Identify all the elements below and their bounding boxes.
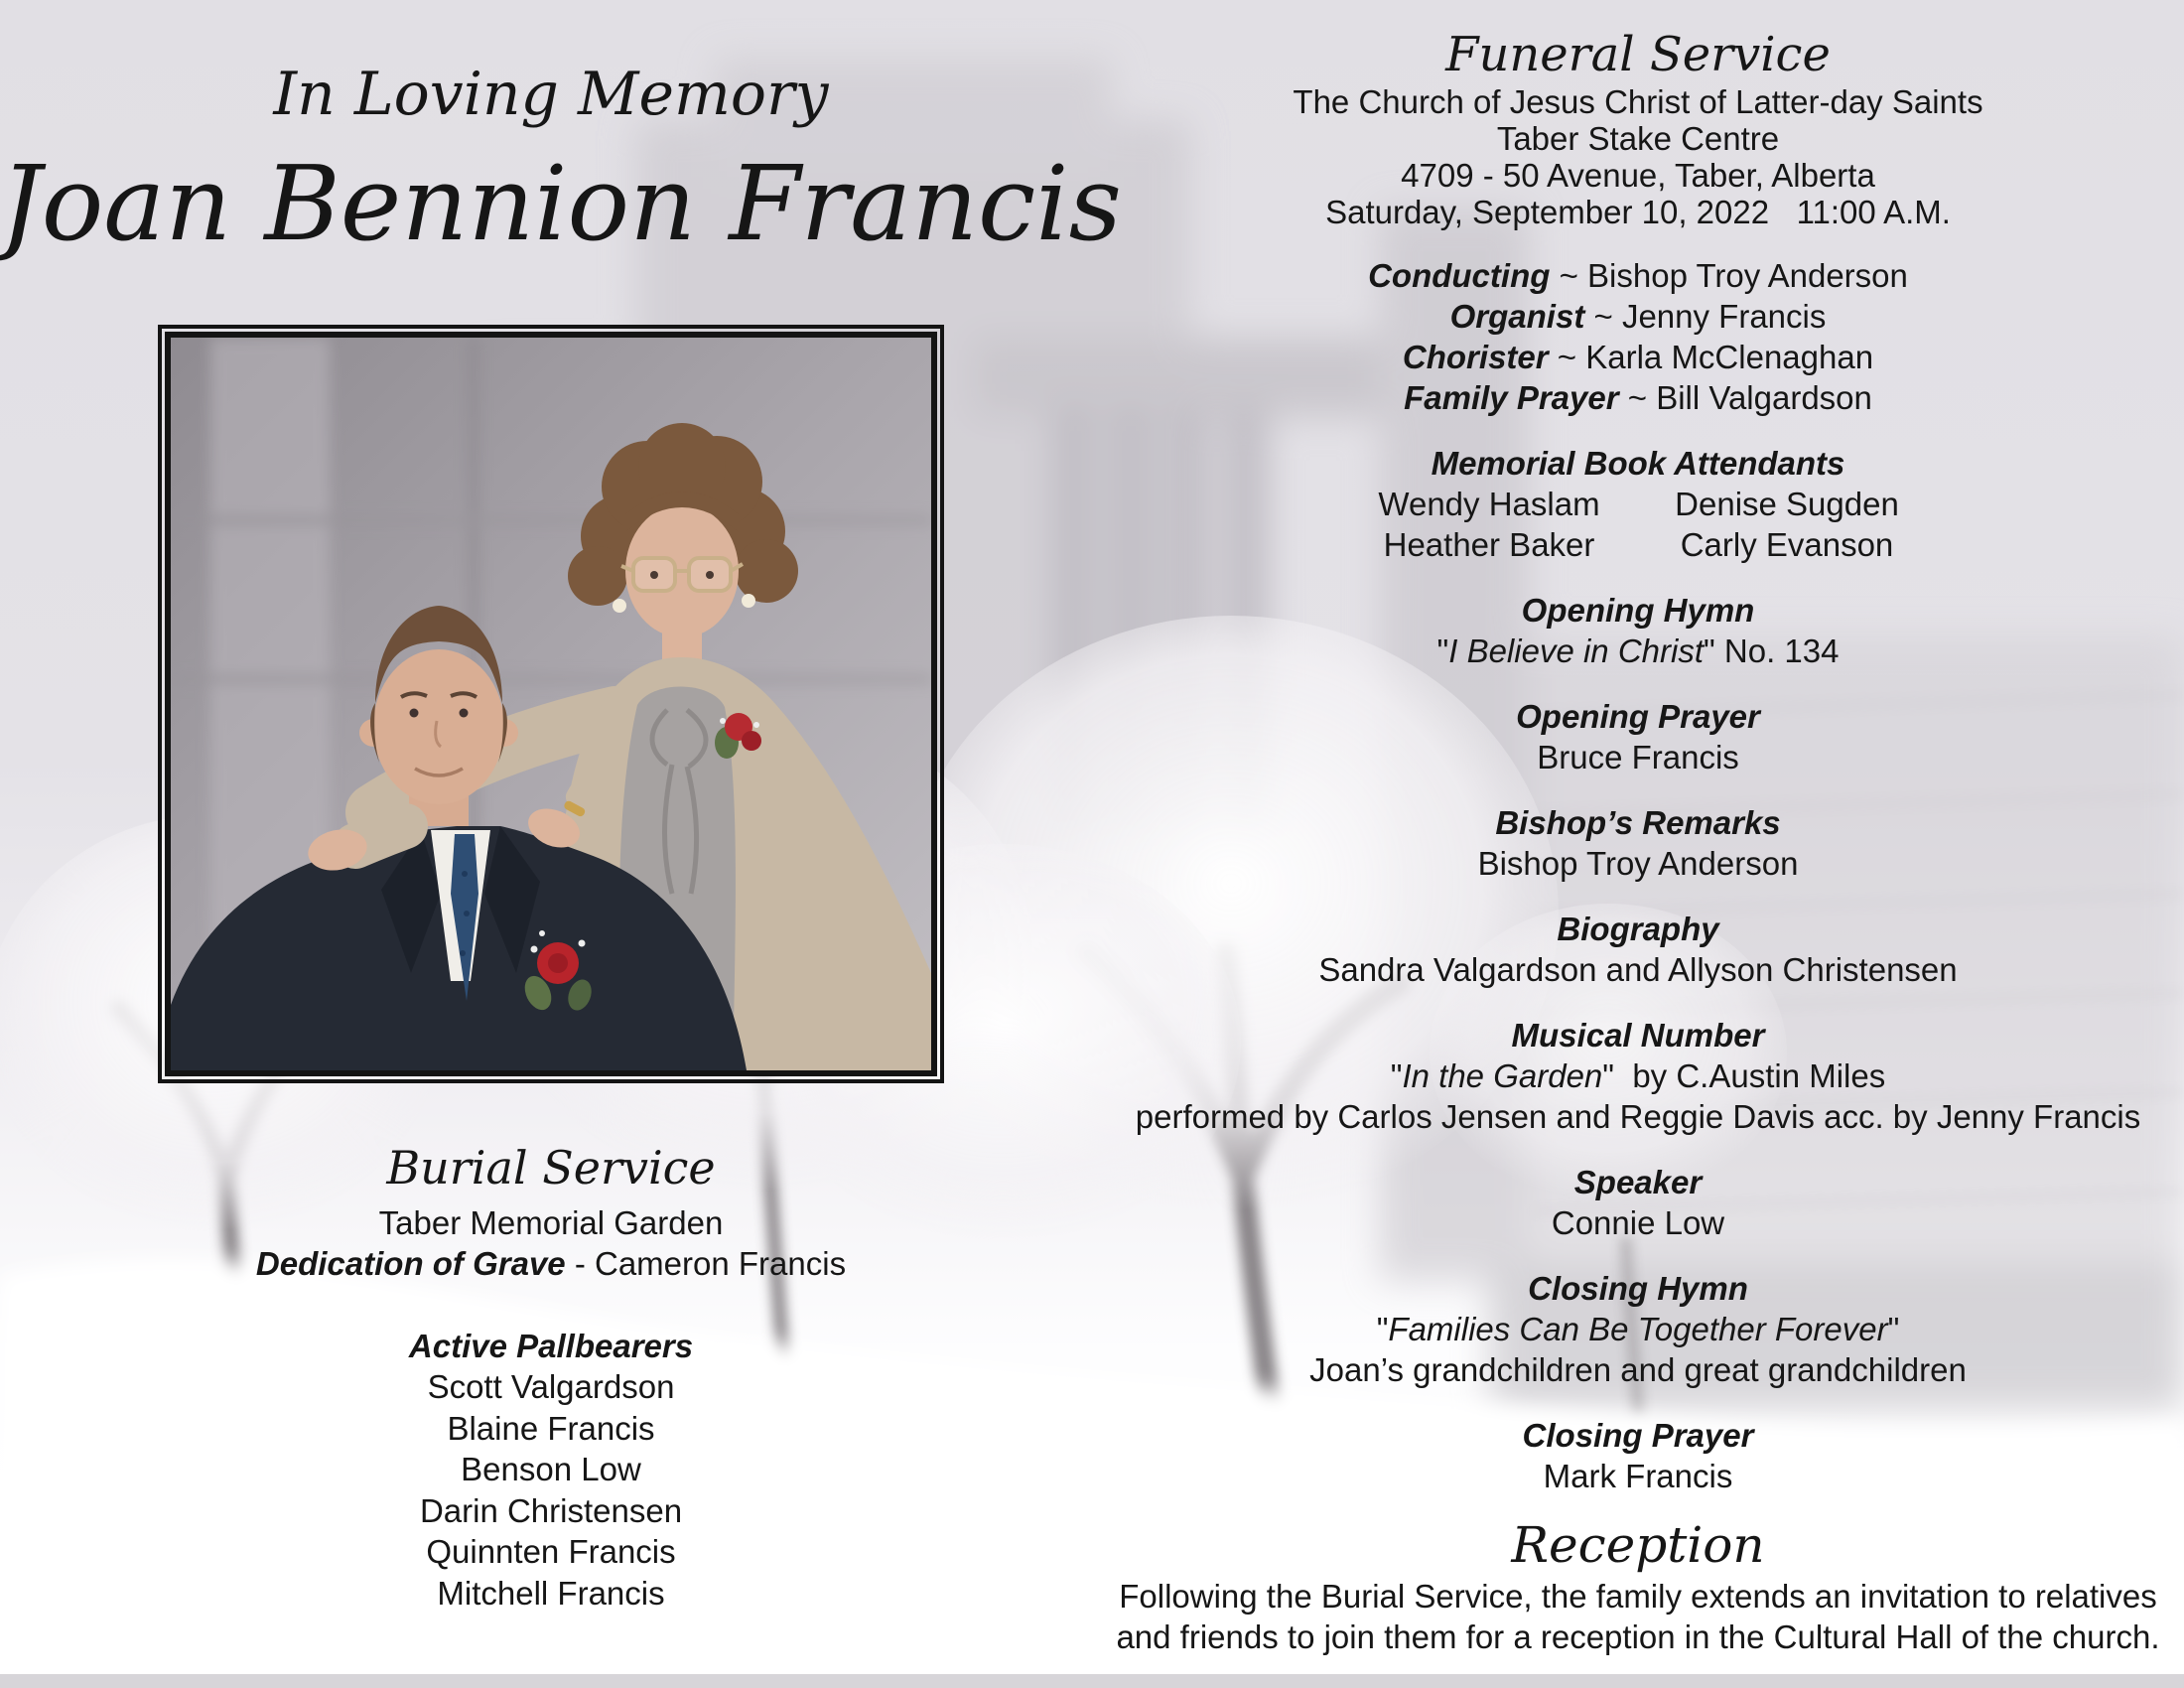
deceased-name: Joan Bennion Francis — [0, 143, 1122, 264]
service-datetime: Saturday, September 10, 2022 11:00 A.M. — [1325, 194, 1951, 230]
in-loving-memory-heading: In Loving Memory — [273, 60, 829, 129]
venue-address: 4709 - 50 Avenue, Taber, Alberta — [1401, 157, 1875, 194]
pearl-earring — [742, 594, 755, 608]
reception-section — [1092, 1514, 2184, 1657]
pallbearer-name: Scott Valgardson — [427, 1368, 675, 1405]
musical-number-title: "In the Garden" by C.Austin Miles — [1390, 1057, 1886, 1094]
attendant-name: Wendy Haslam — [1378, 486, 1600, 522]
musical-number-heading: Musical Number — [1511, 1017, 1765, 1054]
closing-hymn-heading: Closing Hymn — [1528, 1270, 1748, 1307]
right-column — [1092, 26, 2184, 1657]
couple-photo-frame — [158, 325, 944, 1083]
venue-name: Taber Stake Centre — [1496, 120, 1780, 157]
biography-heading: Biography — [1557, 911, 1719, 947]
reception-text-line-1: Following the Burial Service, the family extends an invitation to relatives — [1119, 1578, 2157, 1615]
attendants-column-1 — [1370, 484, 1608, 565]
pallbearers-section — [0, 1326, 1102, 1614]
man-face — [373, 649, 504, 804]
speaker-name: Connie Low — [1551, 1204, 1725, 1241]
memorial-book-attendants-section — [1092, 443, 2184, 565]
pallbearer-name: Blaine Francis — [447, 1409, 655, 1447]
burial-service-heading: Burial Service — [386, 1141, 716, 1195]
closing-hymn-title: "Families Can Be Together Forever" — [1376, 1311, 1900, 1347]
opening-prayer-section — [1092, 696, 2184, 777]
bishops-remarks-section — [1092, 802, 2184, 884]
church-name: The Church of Jesus Christ of Latter-day Saints — [1293, 83, 1983, 120]
officiants-section — [1092, 255, 2184, 418]
speaker-heading: Speaker — [1573, 1164, 1703, 1200]
closing-hymn-performers: Joan’s grandchildren and great grandchildren — [1309, 1351, 1967, 1388]
musical-number-performers: performed by Carlos Jensen and Reggie Davis acc. by Jenny Francis — [1135, 1098, 2141, 1135]
couple-photo-illustration — [171, 338, 931, 1070]
couple-photo — [165, 332, 937, 1076]
pearl-earring — [613, 599, 626, 613]
burial-service-section — [0, 1133, 1102, 1284]
attendant-name: Carly Evanson — [1680, 526, 1894, 563]
opening-prayer-name: Bruce Francis — [1537, 739, 1739, 775]
closing-prayer-heading: Closing Prayer — [1522, 1417, 1754, 1454]
bottom-edge-strip — [0, 1674, 2184, 1688]
reception-text-line-2: and friends to join them for a reception in the Cultural Hall of the church. — [1116, 1618, 2160, 1655]
biography-section — [1092, 909, 2184, 990]
reception-heading: Reception — [1511, 1516, 1765, 1574]
closing-prayer-name: Mark Francis — [1543, 1458, 1733, 1494]
organist-line: Organist ~ Jenny Francis — [1449, 298, 1827, 335]
opening-hymn-heading: Opening Hymn — [1521, 592, 1755, 629]
funeral-service-heading: Funeral Service — [1445, 27, 1831, 82]
closing-prayer-section — [1092, 1415, 2184, 1496]
burial-location: Taber Memorial Garden — [378, 1204, 724, 1241]
closing-hymn-section — [1092, 1268, 2184, 1390]
pallbearer-name: Mitchell Francis — [437, 1574, 665, 1612]
bishops-remarks-heading: Bishop’s Remarks — [1495, 804, 1781, 841]
conducting-line: Conducting ~ Bishop Troy Anderson — [1368, 257, 1908, 294]
attendant-name: Denise Sugden — [1675, 486, 1899, 522]
opening-hymn-section — [1092, 590, 2184, 671]
grave-dedication-line: Dedication of Grave - Cameron Francis — [255, 1245, 847, 1282]
chorister-line: Chorister ~ Karla McClenaghan — [1402, 339, 1874, 375]
attendants-columns — [1092, 484, 2184, 565]
dedication-name: Cameron Francis — [595, 1245, 847, 1282]
dedication-label: Dedication of Grave — [255, 1245, 566, 1282]
attendants-column-2 — [1668, 484, 1906, 565]
opening-prayer-heading: Opening Prayer — [1516, 698, 1760, 735]
bishops-remarks-name: Bishop Troy Anderson — [1477, 845, 1799, 882]
pallbearer-name: Darin Christensen — [419, 1491, 683, 1529]
musical-number-section — [1092, 1015, 2184, 1137]
pallbearers-heading: Active Pallbearers — [408, 1328, 694, 1364]
family-prayer-line: Family Prayer ~ Bill Valgardson — [1404, 379, 1872, 416]
opening-hymn-title: "I Believe in Christ" No. 134 — [1436, 633, 1840, 669]
speaker-section — [1092, 1162, 2184, 1243]
pallbearers-list — [0, 1366, 1102, 1614]
attendants-heading: Memorial Book Attendants — [1431, 445, 1845, 482]
attendant-name: Heather Baker — [1383, 526, 1595, 563]
pallbearer-name: Quinnten Francis — [426, 1533, 676, 1570]
biography-names: Sandra Valgardson and Allyson Christensen — [1318, 951, 1958, 988]
pallbearer-name: Benson Low — [461, 1451, 641, 1487]
left-column — [0, 0, 1122, 1614]
